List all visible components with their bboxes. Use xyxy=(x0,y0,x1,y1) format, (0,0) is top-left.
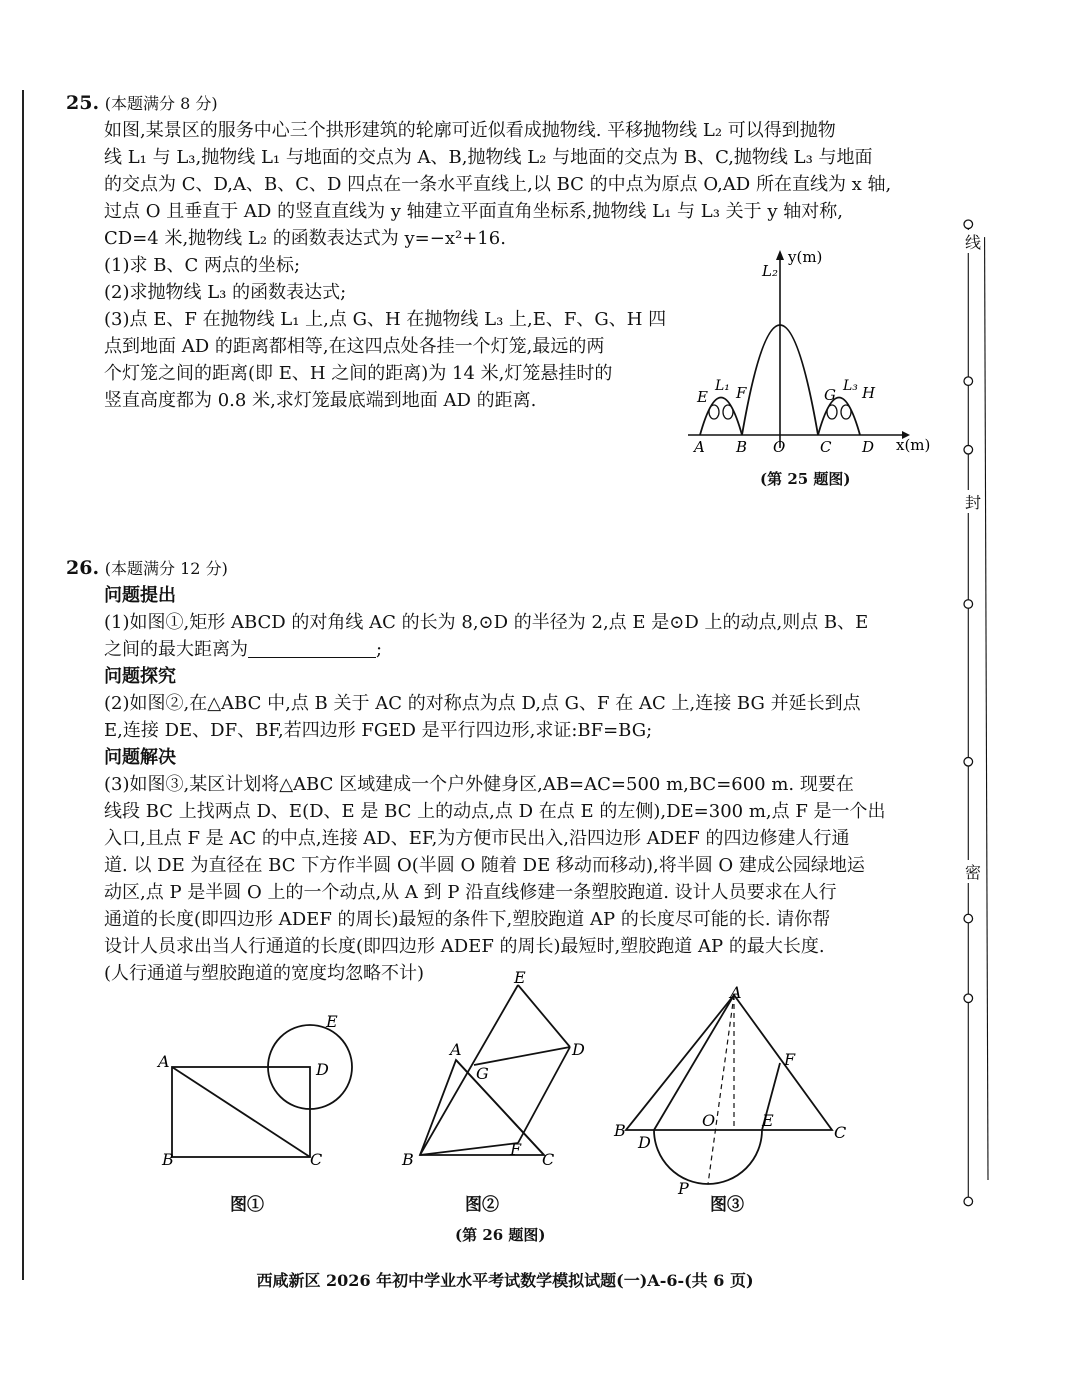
q26-p3-line: (3)如图③,某区计划将△ABC 区域建成一个户外健身区,AB=AC=500 m,BC=600 m. 现要在 xyxy=(104,774,854,795)
left-border-line xyxy=(22,90,24,1280)
q26-p3-line: 动区,点 P 是半圆 O 上的一个动点,从 A 到 P 沿直线修建一条塑胶跑道. 设计人员要求在人行 xyxy=(104,882,837,903)
binding-char-xian: 线 xyxy=(963,230,983,253)
q25-figure-caption: (第 25 题图) xyxy=(760,470,851,488)
label-d: D xyxy=(862,438,875,456)
fig3-label-a: A xyxy=(730,983,742,1002)
q26-p3-line: (人行通道与塑胶跑道的宽度均忽略不计) xyxy=(104,963,425,984)
q26-p2b: E,连接 DE、DF、BF,若四边形 FGED 是平行四边形,求证:BF=BG; xyxy=(104,720,653,741)
fig3-label-c: C xyxy=(834,1123,847,1142)
fig2-label-c: C xyxy=(542,1150,555,1169)
page-footer: 西咸新区 2026 年初中学业水平考试数学模拟试题(一)A-6-(共 6 页) xyxy=(256,1271,754,1290)
binding-char-feng: 封 xyxy=(963,490,983,513)
q25-line: 线 L₁ 与 L₃,抛物线 L₁ 与地面的交点为 A、B,抛物线 L₂ 与地面的交点为 B、C,抛物线 L₃ 与地面 xyxy=(104,147,873,168)
label-l3: L₃ xyxy=(843,378,858,394)
answer-blank xyxy=(248,639,376,658)
y-axis-label: y(m) xyxy=(788,248,823,266)
fig3-label-e: E xyxy=(762,1111,774,1130)
label-e: E xyxy=(697,388,708,406)
label-b: B xyxy=(736,438,748,456)
fig2-label-e: E xyxy=(514,968,526,987)
label-f: F xyxy=(736,384,747,402)
q26-figure-2 xyxy=(398,965,598,1180)
q25-part: (2)求抛物线 L₃ 的函数表达式; xyxy=(104,282,347,303)
q26-figure-3 xyxy=(612,980,862,1195)
fig1-label-a: A xyxy=(158,1052,170,1071)
q25-number: 25. xyxy=(66,92,100,114)
q26-p2a: (2)如图②,在△ABC 中,点 B 关于 AC 的对称点为点 D,点 G、F 在 AC 上,连接 BG 并延长到点 xyxy=(104,693,861,714)
q26-section-3: 问题解决 xyxy=(104,747,176,768)
label-c: C xyxy=(820,438,832,456)
q25-part: 竖直高度都为 0.8 米,求灯笼最底端到地面 AD 的距离. xyxy=(104,390,537,411)
q26-figure-caption: (第 26 题图) xyxy=(455,1226,546,1244)
q26-number: 26. xyxy=(66,557,100,579)
q26-p3-line: 入口,且点 F 是 AC 的中点,连接 AD、EF,为方便市民出入,沿四边形 ADEF 的四边修建人行通 xyxy=(104,828,850,849)
question-26 xyxy=(66,555,946,987)
fig1-label-e: E xyxy=(326,1012,338,1031)
fig2-label-f: F xyxy=(510,1140,522,1159)
q25-part: (3)点 E、F 在抛物线 L₁ 上,点 G、H 在抛物线 L₃ 上,E、F、G、H 四 xyxy=(104,309,667,330)
q25-line: 过点 O 且垂直于 AD 的竖直直线为 y 轴建立平面直角坐标系,抛物线 L₁ 与 L₃ 关于 y 轴对称, xyxy=(104,201,843,222)
binding-margin xyxy=(940,100,1000,1300)
q25-figure xyxy=(680,240,950,465)
label-h: H xyxy=(862,384,876,402)
q26-section-1: 问题提出 xyxy=(104,585,176,606)
label-l1: L₁ xyxy=(715,378,730,394)
q26-figure-1 xyxy=(150,1005,370,1175)
fig1-label-c: C xyxy=(310,1150,323,1169)
x-axis-label: x(m) xyxy=(896,436,931,454)
fig3-label-f: F xyxy=(784,1050,796,1069)
q26-p3-line: 设计人员求出当人行通道的长度(即四边形 ADEF 的周长)最短时,塑胶跑道 AP 的最大长度. xyxy=(104,936,825,957)
label-l2: L₂ xyxy=(762,262,778,280)
q25-line: 如图,某景区的服务中心三个拱形建筑的轮廓可近似看成抛物线. 平移抛物线 L₂ 可以得到抛物 xyxy=(104,120,836,141)
q25-score: (本题满分 8 分) xyxy=(104,94,218,113)
fig2-label-d: D xyxy=(572,1040,585,1059)
label-a: A xyxy=(694,438,705,456)
q26-section-2: 问题探究 xyxy=(104,666,176,687)
fig2-label-g: G xyxy=(476,1064,489,1083)
q26-p1a: (1)如图①,矩形 ABCD 的对角线 AC 的长为 8,⊙D 的半径为 2,点 E 是⊙D 上的动点,则点 B、E xyxy=(104,612,869,633)
fig1-label-b: B xyxy=(162,1150,174,1169)
q26-p1c: ; xyxy=(376,639,383,660)
fig1-label-d: D xyxy=(316,1060,329,1079)
fig3-label-b: B xyxy=(614,1121,626,1140)
q25-line: CD=4 米,抛物线 L₂ 的函数表达式为 y=−x²+16. xyxy=(104,228,506,249)
label-o: O xyxy=(773,438,786,456)
fig3-label-d: D xyxy=(638,1133,651,1152)
fig3-caption: 图③ xyxy=(710,1195,744,1215)
fig2-label-a: A xyxy=(450,1040,462,1059)
q25-line: 的交点为 C、D,A、B、C、D 四点在一条水平直线上,以 BC 的中点为原点 O,AD 所在直线为 x 轴, xyxy=(104,174,892,195)
q25-part: 个灯笼之间的距离(即 E、H 之间的距离)为 14 米,灯笼悬挂时的 xyxy=(104,363,613,384)
label-g: G xyxy=(824,386,836,404)
q25-part: (1)求 B、C 两点的坐标; xyxy=(104,255,301,276)
binding-char-mi: 密 xyxy=(963,860,983,883)
q26-p3-line: 道. 以 DE 为直径在 BC 下方作半圆 O(半圆 O 随着 DE 移动而移动),将半圆 O 建成公园绿地运 xyxy=(104,855,865,876)
fig3-label-p: P xyxy=(678,1179,689,1195)
q26-p3-line: 通道的长度(即四边形 ADEF 的周长)最短的条件下,塑胶跑道 AP 的长度尽可能的长. 请你帮 xyxy=(104,909,831,930)
fig2-caption: 图② xyxy=(465,1195,499,1215)
q26-p3-line: 线段 BC 上找两点 D、E(D、E 是 BC 上的动点,点 D 在点 E 的左侧),DE=300 m,点 F 是一个出 xyxy=(104,801,886,822)
q26-p1b: 之间的最大距离为 xyxy=(104,639,248,660)
q25-part: 点到地面 AD 的距离都相等,在这四点处各挂一个灯笼,最远的两 xyxy=(104,336,605,357)
fig1-caption: 图① xyxy=(230,1195,264,1215)
fig2-label-b: B xyxy=(402,1150,414,1169)
fig3-label-o: O xyxy=(702,1111,716,1130)
q26-score: (本题满分 12 分) xyxy=(104,559,228,578)
